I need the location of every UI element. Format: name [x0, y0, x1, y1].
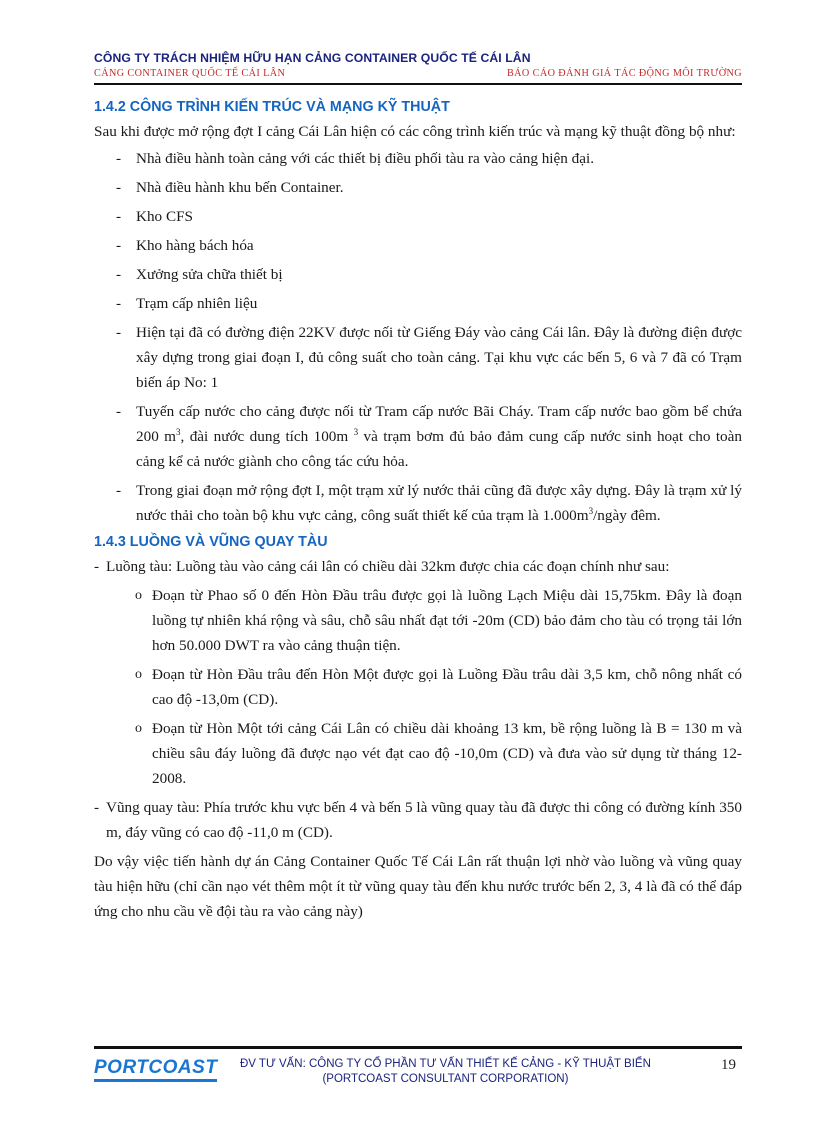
list-item: - Trạm cấp nhiên liệu — [94, 291, 742, 316]
list-item: - Hiện tại đã có đường điện 22KV được nối từ Giếng Đáy vào cảng Cái lân. Đây là đường điện được xây dựng trong giai đoạn I, đủ công suất cho toàn cảng. Tại khu vực các bến 5, 6 và 7 đã có Trạm biến áp No: 1 — [94, 320, 742, 395]
list-item-turning-basin: - Vũng quay tàu: Phía trước khu vực bến 4 và bến 5 là vũng quay tàu đã được thi công có đường kính 350 m, đáy vũng có cao độ -11,0 m (CD). — [94, 795, 742, 845]
list-item-wastewater: - Trong giai đoạn mở rộng đợt I, một trạm xử lý nước thải cũng đã được xây dựng. Đây là trạm xử lý nước thải cho toàn bộ khu vực cảng, công suất thiết kế của trạm là $1.000m^3$/ngày đêm. — [94, 478, 742, 528]
footer-consultant: ĐV TƯ VẤN: CÔNG TY CỔ PHẦN TƯ VẤN THIẾT KẾ CẢNG - KỸ THUẬT BIỂN (PORTCOAST CONSULTANT CORPORATION) — [239, 1058, 651, 1085]
list-item: - Nhà điều hành khu bến Container. — [94, 175, 742, 200]
list-item: - Kho CFS — [94, 204, 742, 229]
list-item-water-supply: - Tuyến cấp nước cho cảng được nối từ Tram cấp nước Bãi Cháy. Tram cấp nước bao gồm bể chứa 200 $m^3$, đài nước dung tích 100m $^3$ và trạm bơm đủ bảo đảm cung cấp nước sinh hoạt cho toàn cảng kể cả nước giành cho công tác cứu hỏa. — [94, 399, 742, 474]
list-item: - Kho hàng bách hóa — [94, 233, 742, 258]
section-heading-1-4-2: 1.4.2 CÔNG TRÌNH KIẾN TRÚC VÀ MẠNG KỸ THUẬT — [94, 99, 450, 115]
page-footer — [94, 1046, 742, 1087]
facilities-list — [94, 146, 742, 528]
header-rule — [94, 83, 742, 85]
header-left-sub: CẢNG CONTAINER QUỐC TẾ CÁI LÂN — [94, 68, 286, 79]
page-header — [94, 50, 742, 85]
list-item: - Xưởng sửa chữa thiết bị — [94, 262, 742, 287]
section2-conclusion: Do vậy việc tiến hành dự án Cảng Container Quốc Tế Cái Lân rất thuận lợi nhờ vào luồng và vũng quay tàu hiện hữu (chỉ cần nạo vét thêm một ít từ vũng quay tàu đến khu nước trước bến 2, 3, 4 là đã có thể đáp ứng cho nhu cầu về đội tàu ra vào cảng này) — [94, 853, 742, 920]
segment-item: o Đoạn từ Phao số 0 đến Hòn Đầu trâu được gọi là luồng Lạch Miệu dài 15,75km. Đây là đoạn luồng tự nhiên khá rộng và sâu, chỗ sâu nhất đạt tới -20m (CD) bảo đảm cho tàu có trọng tải lớn hơn 50.000 DWT ra vào cảng thuận tiện. — [94, 583, 742, 658]
page-body — [94, 50, 742, 924]
header-subline — [94, 66, 742, 81]
segment-item: o Đoạn từ Hòn Đầu trâu đến Hòn Một được gọi là Luồng Đầu trâu dài 3,5 km, chỗ nông nhất có cao độ -13,0m (CD). — [94, 662, 742, 712]
header-company: CÔNG TY TRÁCH NHIỆM HỮU HẠN CẢNG CONTAINER QUỐC TẾ CÁI LÂN — [94, 51, 531, 65]
channel-segments — [94, 583, 742, 791]
list-item-channel: - Luồng tàu: Luồng tàu vào cảng cái lân có chiều dài 32km được chia các đoạn chính như sau: o Đoạn từ Phao số 0 đến Hòn Đầu trâu được gọi là luồng Lạch Miệu dài 15,75km. Đây là đoạn luồng tự nhiên khá rộng và sâu, chỗ sâu nhất đạt tới -20m (CD) bảo đảm cho tàu có trọng tải lớn hơn 50.000 DWT ra vào cảng thuận tiện. o Đoạn từ Hòn Đầu trâu đến Hòn Một được gọi là Luồng Đầu trâu dài 3,5 km, chỗ nông nhất có cao độ -13,0m (CD). o Đoạn từ Hòn Một tới cảng Cái Lân có chiều dài khoảng 13 km, bề rộng luồng là B = 130 m và chiều sâu đáy luồng đã được nạo vét đạt cao độ -10,0m (CD) và đưa vào sử dụng từ tháng 12-2008. — [94, 554, 742, 791]
channel-list — [94, 554, 742, 845]
section-heading-1-4-3: 1.4.3 LUỒNG VÀ VŨNG QUAY TÀU — [94, 534, 328, 550]
page-number: 19 — [721, 1057, 736, 1073]
list-item: - Nhà điều hành toàn cảng với các thiết bị điều phối tàu ra vào cảng hiện đại. — [94, 146, 742, 171]
header-right-sub: BÁO CÁO ĐÁNH GIÁ TÁC ĐỘNG MÔI TRƯỜNG — [506, 68, 742, 79]
footer-rule — [94, 1046, 742, 1049]
section1-intro: Sau khi được mở rộng đợt I cảng Cái Lân hiện có các công trình kiến trúc và mạng kỹ thuật đồng bộ như: — [94, 123, 736, 140]
segment-item: o Đoạn từ Hòn Một tới cảng Cái Lân có chiều dài khoảng 13 km, bề rộng luồng là B = 130 m và chiều sâu đáy luồng đã được nạo vét đạt cao độ -10,0m (CD) và đưa vào sử dụng từ tháng 12-2008. — [94, 716, 742, 791]
portcoast-logo: PORTCOAST — [94, 1057, 217, 1082]
